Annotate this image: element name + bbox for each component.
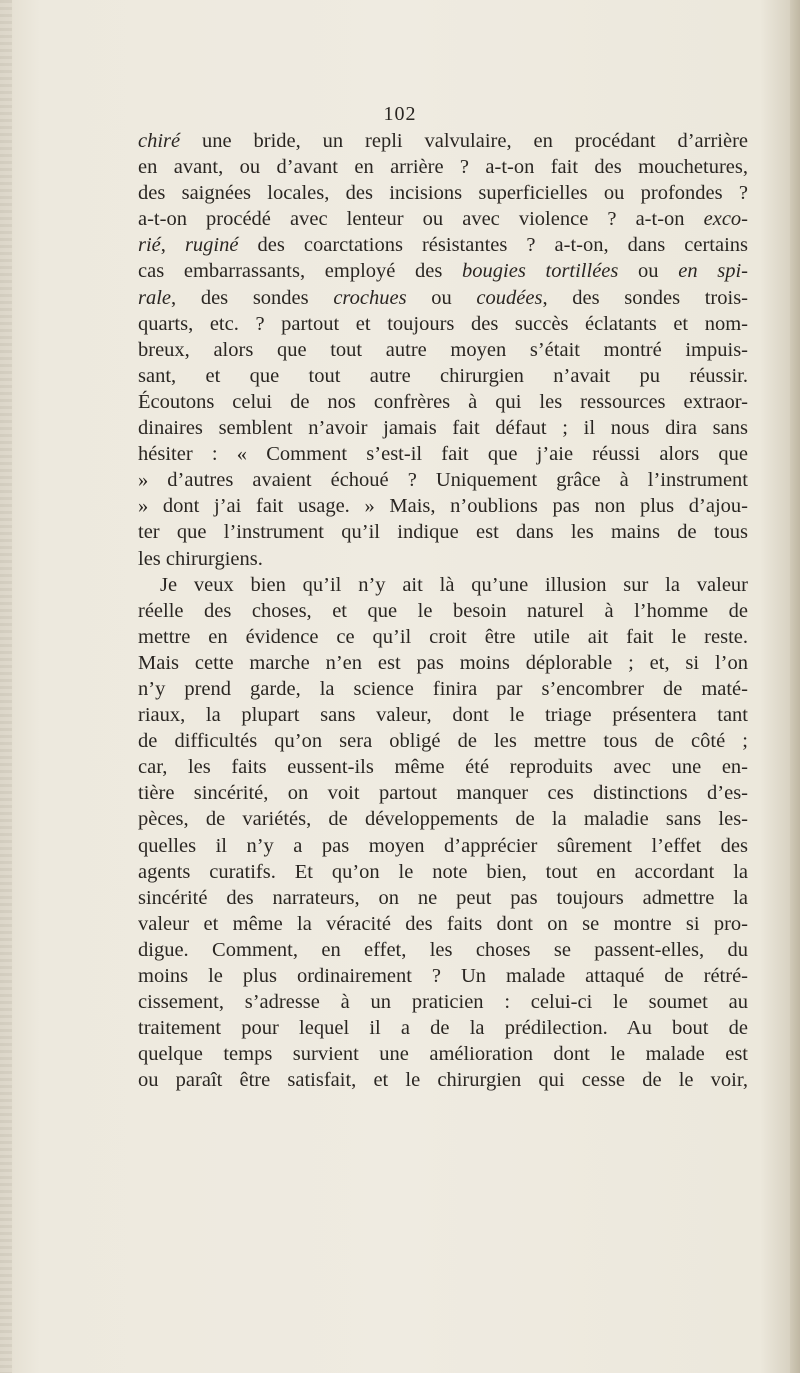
text-run: des coarctations résistantes ? a-t-on, dans certains [238,234,749,257]
text-line [138,989,748,1015]
italic-run: crochues [333,286,407,309]
text-run: digue. Comment, en effet, les choses se passent-elles, du [138,938,748,961]
text-line [138,728,748,754]
text-run: n’y prend garde, la science finira par s’encombrer de maté- [138,677,748,700]
text-run: cas embarrassants, employé des [138,260,463,283]
text-run: de difficultés qu’on sera obligé de les mettre tous de côté ; [138,730,748,753]
text-run: , [160,234,185,257]
text-run: quelles il n’y a pas moyen d’apprécier sûrement l’effet des [138,834,748,857]
text-line [138,180,748,206]
text-line [138,128,748,154]
italic-run: exco- [703,208,748,231]
italic-run: rié [138,234,161,257]
page-binding-edge [0,0,12,1373]
text-run: breux, alors que tout autre moyen s’était montré impuis- [138,338,748,361]
text-line [138,232,748,258]
text-run: ou [406,286,477,309]
italic-run: bougies tortillées [462,260,619,283]
text-line [138,1015,748,1041]
text-run: cissement, s’adresse à un praticien : celui-ci le soumet au [138,991,748,1014]
text-run: en avant, ou d’avant en arrière ? a-t-on fait des mouchetures, [138,156,748,179]
text-run: moins le plus ordinairement ? Un malade attaqué de rétré- [138,965,748,987]
italic-run: ruginé [184,234,239,257]
text-run: quelque temps survient une amélioration dont le malade est [138,1043,748,1066]
text-line [138,754,748,780]
text-line [138,363,748,389]
page-number: 102 [383,103,417,125]
text-run: réelle des choses, et que le besoin naturel à l’homme de [138,599,748,622]
italic-run: rale [138,286,172,309]
text-line [138,389,748,415]
text-line [138,467,748,493]
text-line [138,311,748,337]
text-run: tière sincérité, on voit partout manquer ces distinctions d’es- [138,782,748,805]
text-run: une bride, un repli valvulaire, en procédant d’arrière [180,130,748,152]
text-line [138,806,748,832]
text-line [138,258,748,284]
text-run: riaux, la plupart sans valeur, dont le triage présentera tant [138,704,748,727]
text-line [138,702,748,728]
body-text [138,128,748,1093]
text-line [138,937,748,963]
text-run: ou [618,260,679,283]
italic-run: en spi- [678,260,749,283]
text-run: dinaires semblent n’avoir jamais fait défaut ; il nous dira sans [138,417,748,440]
text-run: » d’autres avaient échoué ? Uniquement grâce à l’instrument [138,469,748,492]
text-run: , des sondes trois- [542,286,749,309]
text-run: Écoutons celui de nos confrères à qui les ressources extraor- [138,390,748,413]
text-run: ou paraît être satisfait, et le chirurgien qui cesse de le voir, [138,1069,748,1092]
text-run: sant, et que tout autre chirurgien n’avait pu réussir. [138,364,748,387]
text-line [138,833,748,859]
text-line [138,546,748,572]
text-line [138,911,748,937]
text-line [138,650,748,676]
text-run: valeur et même la véracité des faits dont on se montre si pro- [138,912,748,935]
text-run: ter que l’instrument qu’il indique est dans les mains de tous [138,521,748,544]
text-line [138,624,748,650]
page-outer-edge [790,0,800,1373]
text-run: » dont j’ai fait usage. » Mais, n’oublions pas non plus d’ajou- [138,495,748,518]
text-line [138,206,748,232]
text-line [138,285,748,311]
text-run: pèces, de variétés, de développements de la maladie sans les- [138,808,748,831]
text-line [138,154,748,180]
text-run: traitement pour lequel il a de la prédilection. Au bout de [138,1017,748,1040]
text-line [138,441,748,467]
italic-run: coudées [476,286,543,309]
text-line [138,859,748,885]
text-run: Mais cette marche n’en est pas moins déplorable ; et, si l’on [138,651,748,674]
text-run: , des sondes [171,286,334,309]
text-line [138,780,748,806]
text-line [138,519,748,545]
text-line [138,1041,748,1067]
text-run: quarts, etc. ? partout et toujours des succès éclatants et nom- [138,312,748,335]
text-line [138,598,748,624]
text-line [138,337,748,363]
text-run: hésiter : « Comment s’est-il fait que j’aie réussi alors que [138,443,748,466]
text-line [138,415,748,441]
text-line [138,676,748,702]
text-run: sincérité des narrateurs, on ne peut pas toujours admettre la [138,886,748,909]
text-run: agents curatifs. Et qu’on le note bien, tout en accordant la [138,860,748,883]
text-run: des saignées locales, des incisions superficielles ou profondes ? [138,182,748,205]
text-line [138,493,748,519]
text-run: Je veux bien qu’il n’y ait là qu’une illusion sur la valeur [160,573,748,596]
text-run: a-t-on procédé avec lenteur ou avec violence ? a-t-on [138,208,704,231]
text-line [138,885,748,911]
text-line [138,963,748,989]
italic-run: chiré [138,130,181,152]
text-line [138,1067,748,1093]
text-run: car, les faits eussent-ils même été reproduits avec une en- [138,756,748,779]
text-run: mettre en évidence ce qu’il croit être utile ait fait le reste. [138,625,748,648]
text-line [138,572,748,598]
text-run: les chirurgiens. [138,547,263,570]
